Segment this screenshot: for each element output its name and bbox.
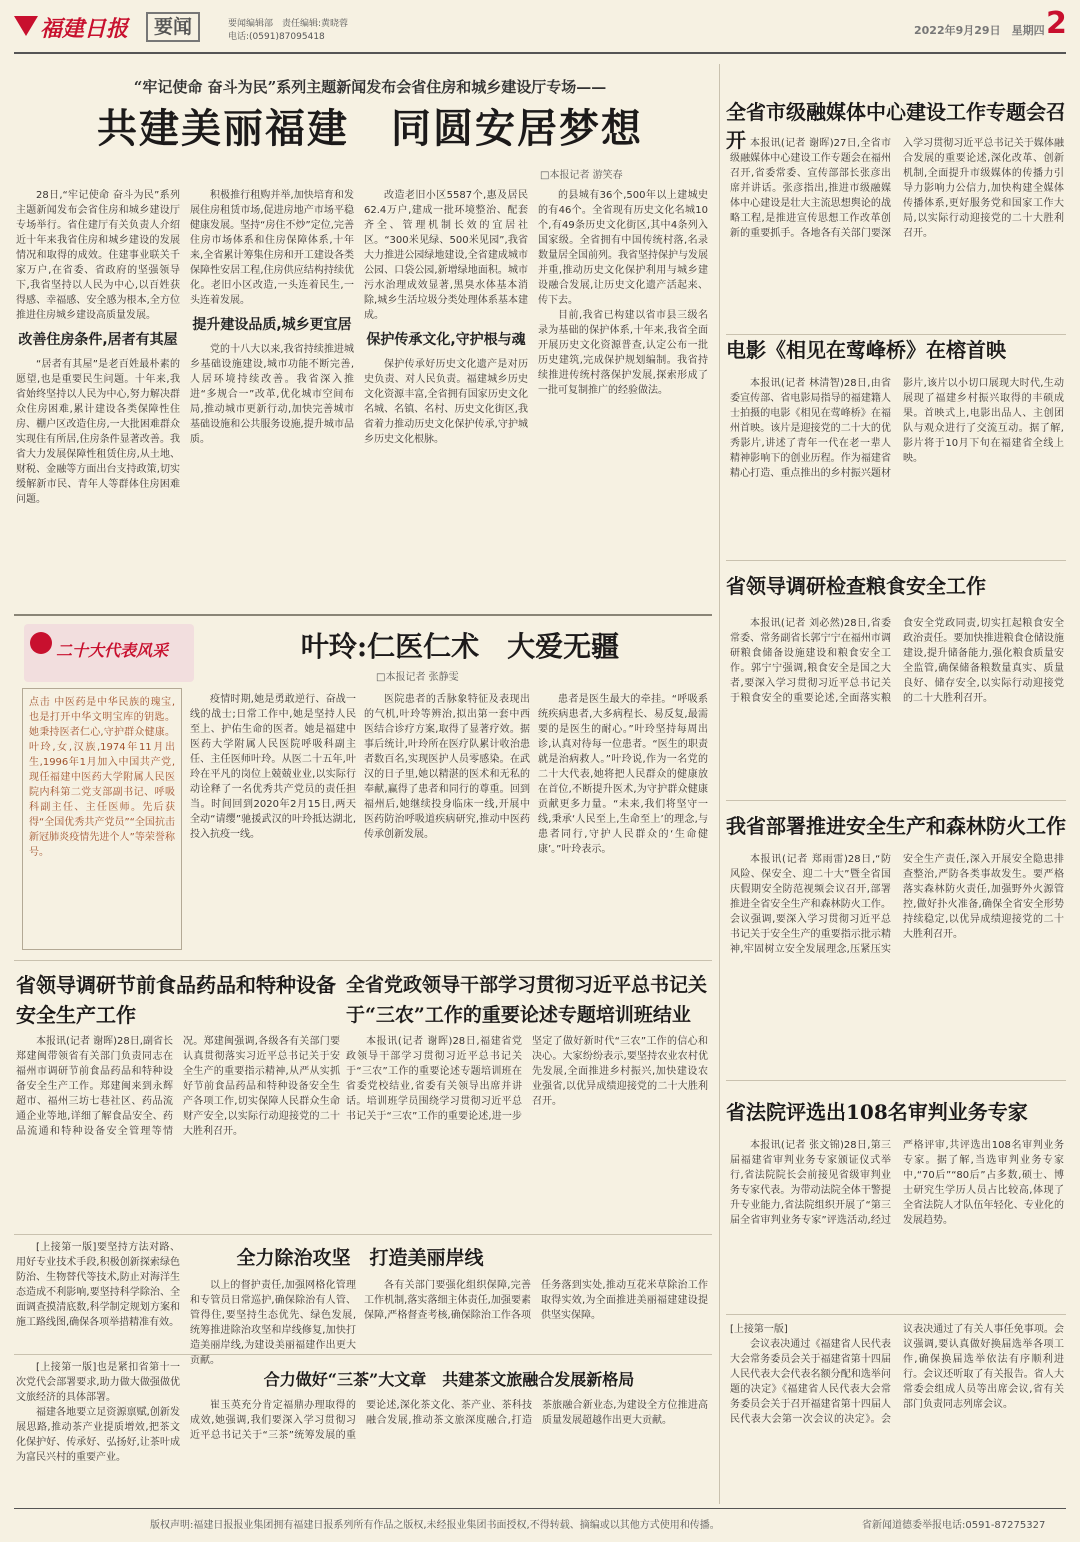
rule-left-2 bbox=[14, 1354, 712, 1355]
grain-body: 本报讯(记者 刘必然)28日,省委常委、常务副省长郭宁宁在福州市调研粮食储备设施建设和粮食安全工作。郭宁宁强调,粮食安全是国之大者,要深入学习贯彻习近平总书记关于粮食安全的重要论述,全面落实粮食安全党政同责,切实扛起粮食安全政治责任。要加快推进粮食仓储设施建设,提升储备能力,强化粮食质量安全监管,确保储备粮数量真实、质量良好、储存安全,以实际行动迎接党的二十大胜利召开。 bbox=[730, 618, 1064, 704]
experts-body: 本报讯(记者 张文锦)28日,第三届福建省审判业务专家颁证仪式举行,省法院院长会前接见省级审判业务专家代表。为带动法院全体干警提升专业能力,省法院组织开展了“第三届全省审判业务专家”评选活动,经过严格评审,共评选出108名审判业务专家。据了解,当选审判业务专家中,“70后”“80后”占多数,硕士、博士研究生学历人员占比较高,体现了全省法院人才队伍年轻化、专业化的发展趋势。 bbox=[730, 1140, 1064, 1226]
feature-byline: □本报记者 张静雯 bbox=[376, 672, 459, 683]
vertical-divider bbox=[719, 64, 720, 1504]
feature-title: 叶玲:仁医仁术 大爱无疆 bbox=[300, 630, 620, 663]
npc-jump-label: [上接第一版] bbox=[730, 1324, 788, 1335]
feature-intro-box bbox=[22, 688, 182, 950]
commentary1-title: 全力除治攻坚 打造美丽岸线 bbox=[236, 1247, 484, 1269]
lead-subhead-2: 提升建设品质,城乡更宜居 bbox=[192, 317, 352, 333]
masthead-rule bbox=[14, 52, 1066, 54]
party-emblem-icon bbox=[30, 632, 52, 654]
feature-column-3: 患者是医生最大的牵挂。“呼吸系统疾病患者,大多病程长、易反复,最需要的是医生的耐心。”叶玲坚持每周出诊,认真对待每一位患者。“医生的职责就是治病救人。”叶玲说,作为一名党的二十大代表,她将把人民群众的健康放在首位,不断提升医术,为守护群众健康贡献更多力量。“未来,我们将坚守一线,秉承‘人民至上,生命至上’的理念,与患者同行,守护人民群众的‘生命健康’。”叶玲表示。 bbox=[538, 694, 708, 855]
food-title: 省领导调研节前食品药品和特种设备安全生产工作 bbox=[16, 973, 336, 1027]
editor-line-2: 电话:(0591)87095418 bbox=[228, 32, 325, 42]
feature-column-1: 疫情时期,她是勇敢逆行、奋战一线的战士;日常工作中,她是坚持人民至上、护佑生命的医者。她是福建中医药大学附属人民医院呼吸科副主任、主任医师叶玲。从医二十五年,叶玲在平凡的岗位上兢兢业业,以实际行动诠释了一名优秀共产党员的责任担当。时间回到2020年2月15日,两天全动“请缨”驰援武汉的叶玲抵达湖北,投入抗疫一线。 bbox=[190, 694, 356, 840]
rule-right-5 bbox=[726, 1314, 1066, 1315]
commentary1-body: 以上的督护责任,加强网格化管理和专管员日常巡护,确保除治有人管、管得住,要坚持生态优先、绿色发展,统筹推进除治攻坚和岸线修复,加快打造美丽岸线,为建设美丽福建作出更大贡献。 bbox=[190, 1280, 356, 1366]
rule-left-1 bbox=[14, 1234, 712, 1235]
mediafusion-body: 本报讯(记者 谢晖)27日,全省市级融媒体中心建设工作专题会在福州召开,省委常委、宣传部部长张彦出席并讲话。张彦指出,推进市级融媒体中心建设是壮大主流思想舆论的战略工程,是推进宣传思想工作改革创新的重要抓手。各地各有关部门要深入学习贯彻习近平总书记关于媒体融合发展的重要论述,深化改革、创新机制,全面提升市级媒体的传播力引导力影响力公信力,加快构建全媒体传播体系,更好服务党和国家工作大局,以实际行动迎接党的二十大胜利召开。 bbox=[730, 138, 1064, 239]
masthead-logo: 福建日报 bbox=[40, 16, 129, 42]
lead-subhead-3: 保护传承文化,守护根与魂 bbox=[366, 332, 526, 348]
footer-rule bbox=[14, 1508, 1066, 1509]
commentary2-title: 合力做好“三茶”大文章 共建茶文旅融合发展新格局 bbox=[263, 1370, 635, 1389]
safety-body: 本报讯(记者 郑雨雷)28日,“防风险、保安全、迎二十大”暨全省国庆假期安全防范视频会议召开,部署推进全省安全生产和森林防火工作。会议强调,要深入学习贯彻习近平总书记关于安全生产的重要指示批示精神,牢固树立安全发展理念,压紧压实安全生产责任,深入开展安全隐患排查整治,严防各类事故发生。要严格落实森林防火责任,加强野外火源管控,做好扑火准备,确保全省安全形势持续稳定,以优异成绩迎接党的二十大胜利召开。 bbox=[730, 854, 1064, 955]
commentary2-body: 崔玉英充分肯定福鼎办理取得的成效,她强调,我们要深入学习贯彻习近平总书记关于“三茶”统筹发展的重要论述,深化茶文化、茶产业、茶科技融合发展,推动茶文旅深度融合,打造茶旅融合新业态,为建设全方位推进高质量发展超越作出更大贡献。 bbox=[190, 1400, 708, 1441]
page-number: 2 bbox=[1046, 6, 1067, 41]
editor-line-1: 要闻编辑部 责任编辑:黄晓蓉 bbox=[228, 19, 349, 29]
npc-body: [上接第一版] 会议表决通过《福建省人民代表大会常务委员会关于福建省第十四届人民代表大会代表名额分配和选举问题的决定》《福建省人民代表大会常务委员会关于召开福建省第十四届人民代表大会第一次会议的决定》。会议表决通过了有关人事任免事项。会议强调,要认真做好换届选举各项工作,确保换届选举依法有序顺利进行。会议还听取了有关报告。省人大常委会组成人员等出席会议,省有关部门负责同志列席会议。 bbox=[730, 1324, 1064, 1425]
rule-right-4 bbox=[726, 1080, 1066, 1081]
logo-flag-icon bbox=[14, 16, 38, 36]
feature-banner-text: 二十大代表风采 bbox=[56, 641, 169, 660]
mediafusion-title: 全省市级融媒体中心建设工作专题会召开 bbox=[726, 100, 1066, 152]
rule-right-1 bbox=[726, 334, 1066, 335]
commentary1-lead: [上接第一版]要坚持方法对路、用好专业技术手段,积极创新探索绿色防治、生物替代等技术,防止对海洋生态造成不利影响,要坚持科学除治、全面调查摸清底数,科学制定规划方案和施工路线图,确保各项举措精准有效。 bbox=[16, 1242, 180, 1328]
feature-intro: 点击 中医药是中华民族的瑰宝,也是打开中华文明宝库的钥匙。她秉持医者仁心,守护群众健康。叶玲,女,汉族,1974年11月出生,1996年1月加入中国共产党,现任福建中医药大学附属人民医院内科第二党支部副书记、呼吸科副主任、主任医师。先后获得“全国优秀共产党员”“全国抗击新冠肺炎疫情先进个人”等荣誉称号。 bbox=[29, 697, 175, 858]
film-title: 电影《相见在莺峰桥》在榕首映 bbox=[726, 338, 1006, 362]
safety-title: 我省部署推进安全生产和森林防火工作 bbox=[726, 814, 1066, 838]
masthead bbox=[14, 6, 1066, 48]
commentary2-lead: [上接第一版]也是紧扣省第十一次党代会部署要求,助力做大做强做优文旅经济的具体部署。 福建各地要立足资源禀赋,创新发展思路,推动茶产业提质增效,把茶文化保护好、传承好、弘扬好,让茶叶成为富民兴村的重要产业。 bbox=[16, 1362, 180, 1463]
experts-title: 省法院评选出108名审判业务专家 bbox=[726, 1100, 1028, 1124]
report-hotline: 省新闻道德委举报电话:0591-87275327 bbox=[862, 1520, 1046, 1531]
lead-subhead-1: 改善住房条件,居者有其屋 bbox=[18, 332, 178, 348]
training-title: 全省党政领导干部学习贯彻习近平总书记关于“三农”工作的重要论述专题培训班结业 bbox=[346, 974, 708, 1026]
feature-bottom-rule bbox=[14, 960, 712, 961]
lead-column-2: 积极推行租购并举,加快培育和发展住房租赁市场,促进房地产市场平稳健康发展。坚持“房住不炒”定位,完善住房市场体系和住房保障体系,十年来,全省累计筹集住房和开工建设各类保障性安居工程,住房供应结构持续优化。老旧小区改造,一头连着民生,一头连着发展。 提升建设品质,城乡更宜居 党的十八大以来,我省持续推进城乡基础设施建设,城市功能不断完善,人居环境持续改善。我省深入推进“多规合一”改革,优化城市空间布局,推动城市更新行动,加快完善城市基础设施和公共服务设施,提升城市品质。 bbox=[190, 190, 354, 445]
rule-right-2 bbox=[726, 560, 1066, 561]
lead-title: 共建美丽福建 同圆安居梦想 bbox=[97, 105, 643, 152]
section-label: 要闻 bbox=[146, 12, 200, 42]
rule-right-3 bbox=[726, 800, 1066, 801]
training-body: 本报讯(记者 谢晖)28日,福建省党政领导干部学习贯彻习近平总书记关于“三农”工作的重要论述专题培训班在省委党校结业,省委有关领导出席并讲话。培训班学员围绕学习贯彻习近平总书记关于“三农”工作的重要论述,进一步坚定了做好新时代“三农”工作的信心和决心。大家纷纷表示,要坚持农业农村优先发展,全面推进乡村振兴,加快建设农业强省,以优异成绩迎接党的二十大胜利召开。 bbox=[346, 1036, 708, 1122]
commentary1-body-2: 各有关部门要强化组织保障,完善工作机制,落实落细主体责任,加强要素保障,严格督查考核,确保除治工作各项任务落到实处,推动互花米草除治工作取得实效,为全面推进美丽福建建设提供坚实保障。 bbox=[364, 1280, 708, 1321]
feature-banner bbox=[24, 624, 194, 682]
lead-column-3: 改造老旧小区5587个,惠及居民62.4万户,建成一批环境整治、配套齐全、管理机制长效的宜居社区。“300米见绿、500米见园”,我省大力推进公园绿地建设,全省建成城市公园、口袋公园,新增绿地面积。城市污水治理成效显著,黑臭水体基本消除,城乡生活垃圾分类处理体系基本建成。 保护传承文化,守护根与魂 保护传承好历史文化遗产是对历史负责、对人民负责。福建城乡历史文化资源丰富,全省拥有国家历史文化名城、名镇、名村、历史文化街区,我省着力推动历史文化保护传承,守护城乡历史文化根脉。 bbox=[364, 190, 528, 445]
feature-column-2: 医院患者的舌脉象特征及表现出的气机,叶玲等辨治,拟出第一套中西医结合诊疗方案,取得了显著疗效。据事后统计,叶玲所在医疗队累计收治患者数百名,实现医护人员零感染。在武汉的日子里,她以精湛的医术和无私的奉献,赢得了患者和同行的尊重。回到福州后,她继续投身临床一线,开展中医药防治呼吸道疾病研究,推动中医药传承创新发展。 bbox=[364, 694, 530, 840]
lead-byline: □本报记者 游笑春 bbox=[540, 170, 623, 181]
issue-date: 2022年9月29日 星期四 bbox=[914, 24, 1045, 37]
film-body: 本报讯(记者 林清智)28日,由省委宣传部、省电影局指导的福建籍人士拍摄的电影《相见在莺峰桥》在福州首映。该片是迎接党的二十大的优秀影片,讲述了青年一代在老一辈人精神影响下的创业历程。作为福建省精心打造、重点推出的乡村振兴题材影片,该片以小切口展现大时代,生动展现了福建乡村振兴取得的丰硕成果。首映式上,电影出品人、主创团队与观众进行了交流互动。据了解,影片将于10月下旬在福建省全线上映。 bbox=[730, 378, 1064, 479]
grain-title: 省领导调研检查粮食安全工作 bbox=[726, 574, 986, 598]
lead-column-4: 的县城有36个,500年以上建城史的有46个。全省现有历史文化名城10个,有49条历史文化街区,其中4条列入国家级。全省拥有中国传统村落,名录数量居全国前列。我省坚持保护与发展并重,推动历史文化保护利用与城乡建设融合发展,让历史文化遗产活起来、传下去。 目前,我省已构建以省市县三级名录为基础的保护体系,十年来,我省全面开展历史文化资源普查,认定公布一批历史建筑,完成保护规划编制。我省持续推进传统村落保护发展,探索形成了一批可复制推广的经验做法。 bbox=[538, 190, 708, 396]
lead-column-1: 28日,“牢记使命 奋斗为民”系列主题新闻发布会省住房和城乡建设厅专场举行。省住建厅有关负责人介绍近十年来我省住房和城乡建设的发展情况和取得的成效。住建事业联关千家万户,在省委、省政府的坚强领导下,我省坚持以人民为中心,以百姓获得感、幸福感、安全感为根本,全方位推进住房城乡建设高质量发展。 改善住房条件,居者有其屋 “居者有其屋”是老百姓最朴素的愿望,也是重要民生问题。十年来,我省始终坚持以人民为中心,努力解决群众住房困难,累计建设各类保障性住房、棚户区改造住房,一大批困难群众实现住有所居,住房条件显著改善。我省大力发展保障性租赁住房,从土地、财税、金融等方面出台支持政策,切实缓解新市民、青年人等群体住房困难问题。 bbox=[16, 190, 180, 505]
lead-kicker: “牢记使命 奋斗为民”系列主题新闻发布会省住房和城乡建设厅专场—— bbox=[133, 78, 607, 96]
copyright-notice: 版权声明:福建日报报业集团拥有福建日报系列所有作品之版权,未经报业集团书面授权,不得转载、摘编或以其他方式使用和传播。 bbox=[150, 1520, 720, 1531]
food-body: 本报讯(记者 谢晖)28日,副省长郑建闽带领省有关部门负责同志在福州市调研节前食品药品和特种设备安全生产工作。郑建闽来到永辉超市、福州三坊七巷社区、药品流通企业等地,详细了解食品安全、药品流通和特种设备安全管理等情况。郑建闽强调,各级各有关部门要认真贯彻落实习近平总书记关于安全生产的重要指示精神,从严从实抓好节前食品药品和特种设备安全生产各项工作,切实保障人民群众生命财产安全,以实际行动迎接党的二十大胜利召开。 bbox=[16, 1036, 340, 1137]
